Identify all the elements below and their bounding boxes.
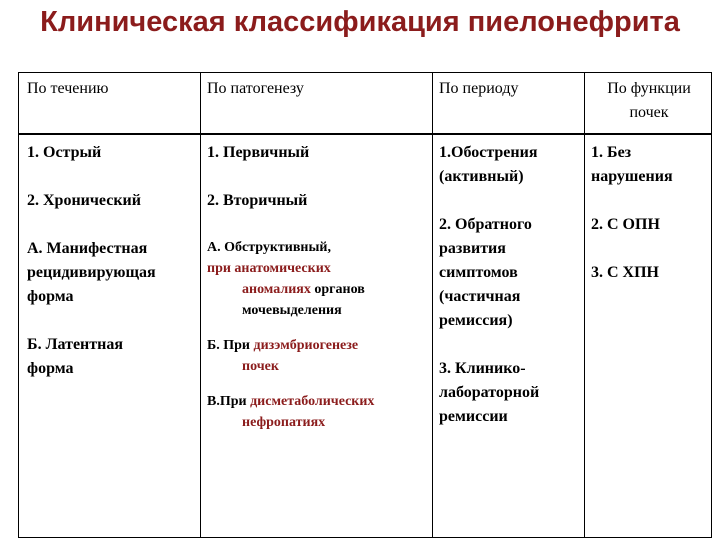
course-manifest-line3: форма: [27, 288, 74, 305]
course-chronic: 2. Хронический: [27, 192, 141, 209]
pathogenesis-secondary: 2. Вторичный: [207, 192, 308, 209]
header-pathogenesis: По патогенезу: [207, 80, 304, 97]
column-kidney-function: [591, 141, 709, 285]
column-course: [27, 141, 197, 381]
function-none-line1: 1. Без: [591, 144, 632, 161]
course-latent-line1: Б. Латентная: [27, 336, 123, 353]
organs-text: органов: [310, 282, 365, 297]
dysmetabolic-line1: [207, 391, 429, 412]
period-exacerbation-line1: 1.Обострения: [439, 144, 538, 161]
header-course: По течению: [27, 80, 109, 97]
period-remission-line1: 3. Клинико-: [439, 360, 526, 377]
course-manifest-line1: А. Манифестная: [27, 240, 148, 257]
period-exacerbation-line2: (активный): [439, 168, 524, 185]
column-pathogenesis: [207, 141, 429, 433]
obstructive-line3: [207, 279, 429, 300]
page-title: Клиническая классификация пиелонефрита: [40, 6, 680, 38]
column-divider: [432, 73, 433, 537]
dysembryo-line2: почек: [242, 359, 279, 374]
course-acute: 1. Острый: [27, 144, 102, 161]
dysembryo-text: дизэмбриогенезе: [253, 338, 359, 353]
classification-table: [18, 72, 712, 538]
course-manifest-line2: рецидивирующая: [27, 264, 156, 281]
period-remission-line3: ремиссии: [439, 408, 508, 425]
obstructive-line4: мочевыделения: [242, 303, 342, 318]
function-none-line2: нарушения: [591, 168, 673, 185]
dysmetabolic-text: дисметаболических: [250, 394, 375, 409]
period-regression-line3: симптомов: [439, 264, 518, 281]
header-divider: [19, 133, 711, 135]
dysmetabolic-line2: нефропатиях: [242, 415, 326, 430]
column-divider: [584, 73, 585, 537]
dysmetabolic-prefix: В.При: [207, 394, 251, 409]
obstructive-line1: А. Обструктивный,: [207, 240, 331, 255]
period-regression-line1: 2. Обратного: [439, 216, 532, 233]
obstructive-line2: при анатомических: [207, 261, 331, 276]
header-kidney-function: По функции почек: [607, 80, 691, 121]
function-ckd: 3. С ХПН: [591, 264, 659, 281]
course-latent-line2: форма: [27, 360, 74, 377]
dysembryo-prefix: Б. При: [207, 338, 254, 353]
pathogenesis-primary: 1. Первичный: [207, 144, 310, 161]
period-regression-line5: ремиссия): [439, 312, 513, 329]
header-period: По периоду: [439, 80, 519, 97]
column-divider: [200, 73, 201, 537]
period-remission-line2: лабораторной: [439, 384, 540, 401]
anomalies-text: аномалиях: [242, 282, 311, 297]
period-regression-line4: (частичная: [439, 288, 521, 305]
period-regression-line2: развития: [439, 240, 506, 257]
column-period: [439, 141, 581, 429]
dysembryo-line1: [207, 335, 429, 356]
function-aki: 2. С ОПН: [591, 216, 660, 233]
